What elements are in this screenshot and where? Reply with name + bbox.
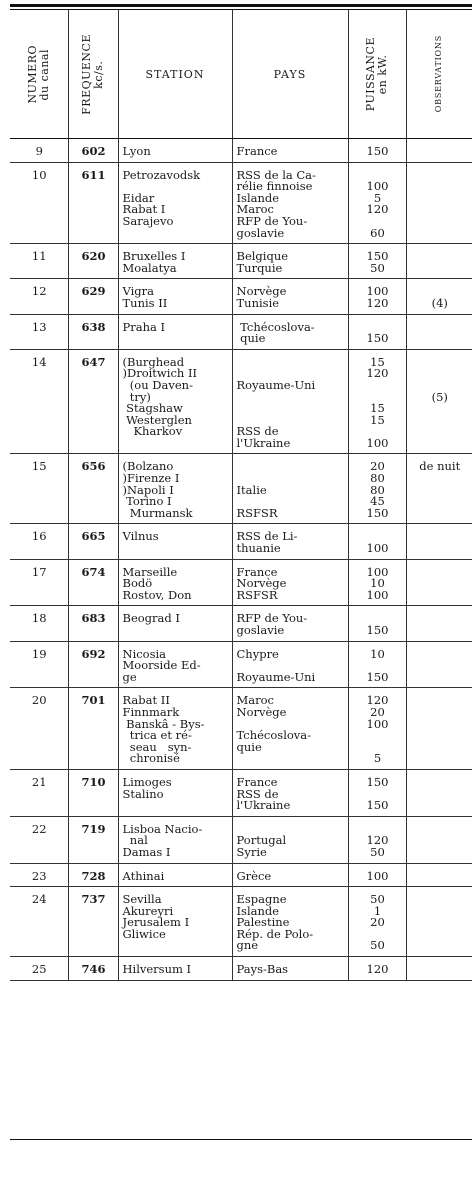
frequency-cell [68,863,118,887]
observations-cell-text [407,139,473,150]
channel-number-cell-text: 14 [31,354,47,369]
channel-number-cell [10,279,68,314]
observations-cell-text [407,957,473,968]
frequency-cell-text: 719 [81,821,106,836]
table-row [10,524,472,559]
frequency-cell [68,688,118,770]
observations-cell-text [407,560,473,571]
table-row [10,863,472,887]
station-cell [118,454,232,524]
station-cell-text: Lisboa Nacio- nal Damas I [122,821,203,859]
power-cell [348,454,406,524]
observations-cell-text: (5) [431,389,448,404]
power-cell-text: 100 [366,868,389,883]
country-cell-text: Espagne Islande Palestine Rép. de Polo- gne [236,892,314,953]
channel-number-cell-text: 17 [31,564,47,579]
observations-cell-text [407,163,473,174]
table-row [10,454,472,524]
station-cell-text: (Burghead )Droitwich II (ou Daven- try) Stagshaw Westerglen Kharkov [122,354,198,439]
power-cell [348,314,406,349]
observations-cell [406,244,472,279]
station-cell-text: Lyon [122,144,151,158]
power-cell [348,244,406,279]
observations-cell [406,641,472,688]
power-cell [348,524,406,559]
observations-cell-text [407,315,473,326]
observations-cell-text [407,864,473,875]
country-cell [232,641,348,688]
country-cell [232,162,348,244]
channel-number-cell [10,606,68,641]
header-frequency-label: FREQUENCE kc/s. [80,33,105,115]
station-cell [118,559,232,606]
power-cell-text: 150 150 [366,774,389,813]
observations-cell [406,162,472,244]
header-power [348,10,406,139]
channel-number-cell [10,349,68,454]
observations-cell-text [407,688,473,699]
channel-number-cell-text: 19 [31,646,47,661]
channel-number-cell-text: 13 [31,319,47,334]
table-row [10,244,472,279]
country-cell [232,349,348,454]
station-cell-text: Hilversum I [122,962,192,977]
country-cell [232,524,348,559]
power-cell [348,139,406,163]
header-station [118,10,232,139]
channel-number-cell-text: 23 [31,868,47,883]
observations-cell [406,314,472,349]
frequency-cell-text: 602 [81,144,106,158]
frequency-cell-text: 692 [81,646,106,661]
station-cell [118,863,232,887]
observations-cell-text [407,606,473,617]
power-cell [348,349,406,454]
station-cell [118,162,232,244]
channel-number-cell-text: 16 [31,529,47,544]
station-cell-text: Petrozavodsk Eidar Rabat I Sarajevo [122,167,201,228]
channel-number-cell-text: 20 [31,693,47,708]
station-cell [118,688,232,770]
header-station-label: STATION [145,67,205,81]
power-cell-text: 100 5 120 60 [366,179,389,240]
frequency-cell [68,887,118,957]
channel-number-cell [10,688,68,770]
power-cell-text: 20 80 80 45 150 [366,459,389,520]
country-cell-text: Belgique Turquie [236,249,289,275]
power-cell [348,688,406,770]
country-cell-text: France RSS de l'Ukraine [236,774,291,813]
observations-cell [406,454,472,524]
station-cell-text: Rabat II Finnmark Banskâ - Bys- trica et ré- seau syn- chronisé [122,693,205,766]
power-cell [348,641,406,688]
observations-cell-text [407,642,473,653]
station-cell [118,887,232,957]
observations-cell-text [407,244,473,255]
station-cell-text: Sevilla Akureyri Jerusalem I Gliwice [122,892,190,941]
table-row [10,641,472,688]
power-cell-text: 50 1 20 50 [370,892,385,953]
observations-cell [406,887,472,957]
power-cell-text: 150 [366,623,389,637]
station-cell [118,606,232,641]
observations-cell-text [407,887,473,898]
station-cell [118,957,232,981]
country-cell [232,139,348,163]
table-row [10,559,472,606]
power-cell-text: 100 [366,541,389,556]
country-cell [232,688,348,770]
frequency-cell [68,641,118,688]
channel-number-cell-text: 21 [31,774,47,789]
power-cell-text: 150 [366,331,389,346]
frequency-allocation-table [10,10,472,981]
channel-number-cell [10,162,68,244]
table-row [10,162,472,244]
power-cell [348,162,406,244]
country-cell-text: Grèce [236,868,272,883]
table-row [10,606,472,641]
country-cell-text: Chypre Royaume-Uni [236,646,316,684]
station-cell [118,279,232,314]
channel-number-cell [10,139,68,163]
channel-number-cell-text: 10 [31,167,47,182]
observations-cell-text [407,770,473,781]
country-cell-text: Maroc Norvège Tchécoslova- quie [236,693,312,754]
station-cell-text: Athinai [122,868,165,883]
table-body [10,139,472,981]
country-cell [232,606,348,641]
observations-cell-text [407,524,473,535]
frequency-cell [68,816,118,863]
station-cell-text: Bruxelles I Moalatya [122,249,186,275]
channel-number-cell-text: 9 [35,144,43,158]
frequency-cell [68,957,118,981]
channel-number-cell [10,314,68,349]
station-cell-text: Praha I [122,319,166,334]
frequency-cell [68,769,118,816]
channel-number-cell-text: 12 [31,284,47,299]
country-cell [232,314,348,349]
power-cell-text: 120 20 100 5 [366,693,389,766]
frequency-cell [68,524,118,559]
country-cell [232,863,348,887]
power-cell-text: 100 10 100 [366,564,389,602]
header-row [10,10,472,139]
station-cell [118,524,232,559]
frequency-cell-text: 611 [81,167,106,182]
power-cell-text: 120 50 [366,833,389,859]
frequency-cell-text: 656 [81,459,106,474]
power-cell [348,606,406,641]
observations-cell [406,349,472,454]
power-cell-text: 150 [366,144,389,158]
observations-cell [406,559,472,606]
power-cell [348,816,406,863]
observations-cell-text: de nuit [419,459,461,474]
station-cell-text: Limoges Stalino [122,774,172,801]
channel-number-cell [10,957,68,981]
header-canal [10,10,68,139]
country-cell-text: Italie RSFSR [236,482,278,520]
channel-number-cell [10,454,68,524]
table-row [10,887,472,957]
frequency-cell [68,139,118,163]
frequency-cell-text: 665 [81,529,106,544]
frequency-cell [68,559,118,606]
frequency-cell-text: 737 [81,892,106,907]
table-row [10,139,472,163]
channel-number-cell [10,769,68,816]
power-cell [348,887,406,957]
country-cell-text: RSS de Li- thuanie [236,529,298,556]
power-cell-text: 120 [366,962,389,977]
station-cell-text: Beograd I [122,611,180,626]
frequency-cell-text: 683 [81,611,106,626]
frequency-cell [68,349,118,454]
header-canal-label: NUMERO du canal [25,44,51,104]
station-cell-text: Vigra Tunis II [122,284,168,310]
channel-number-cell-text: 11 [31,249,47,264]
observations-cell [406,863,472,887]
frequency-cell-text: 728 [81,868,106,883]
table-row [10,688,472,770]
station-cell [118,769,232,816]
channel-number-cell [10,244,68,279]
country-cell-text: RFP de You- goslavie [236,611,308,637]
country-cell-text: France [236,144,278,158]
channel-number-cell-text: 22 [31,821,47,836]
power-cell-text: 10 150 [366,646,389,684]
channel-number-cell [10,816,68,863]
power-cell [348,863,406,887]
station-cell [118,244,232,279]
country-cell-text: France Norvège RSFSR [236,564,287,602]
observations-cell-text: (4) [431,295,448,310]
country-cell [232,816,348,863]
station-cell [118,139,232,163]
country-cell [232,279,348,314]
channel-number-cell-text: 15 [31,459,47,474]
channel-number-cell [10,863,68,887]
bottom-rule [10,1139,472,1140]
observations-cell [406,688,472,770]
table-row [10,816,472,863]
power-cell-text: 150 50 [366,249,389,275]
station-cell-text: (Bolzano )Firenze I )Napoli I Torino I Murmansk [122,459,193,520]
frequency-cell [68,244,118,279]
station-cell-text: Marseille Bodö Rostov, Don [122,564,192,602]
country-cell [232,559,348,606]
power-cell [348,769,406,816]
country-cell [232,769,348,816]
power-cell-text: 100 120 [366,284,389,310]
observations-cell [406,816,472,863]
frequency-cell-text: 710 [81,774,106,789]
country-cell-text: Royaume-Uni RSS de l'Ukraine [236,377,316,450]
header-observations [406,10,472,139]
frequency-cell-text: 629 [81,284,106,299]
station-cell-text: Vilnus [122,529,159,544]
power-cell [348,957,406,981]
table-row [10,349,472,454]
country-cell [232,244,348,279]
observations-cell [406,606,472,641]
table-row [10,769,472,816]
country-cell [232,887,348,957]
table-row [10,314,472,349]
country-cell-text: Pays-Bas [236,962,289,977]
frequency-cell-text: 647 [81,354,106,369]
observations-cell [406,769,472,816]
header-power-label: PUISSANCE en kW. [364,36,389,112]
channel-number-cell-text: 24 [31,892,47,907]
header-frequency [68,10,118,139]
table-row [10,957,472,981]
power-cell [348,559,406,606]
observations-cell [406,957,472,981]
country-cell-text: Norvège Tunisie [236,284,287,310]
channel-number-cell [10,559,68,606]
header-country-label: PAYS [273,67,307,81]
country-cell [232,957,348,981]
station-cell [118,349,232,454]
channel-number-cell-text: 18 [31,611,47,626]
channel-number-cell [10,641,68,688]
power-cell [348,279,406,314]
observations-cell [406,524,472,559]
header-observations-label: OBSERVATIONS [434,35,444,113]
channel-number-cell [10,887,68,957]
country-cell [232,454,348,524]
frequency-cell [68,162,118,244]
observations-cell-text [407,817,473,828]
channel-number-cell [10,524,68,559]
header-country [232,10,348,139]
power-cell-text: 15 120 15 15 100 [366,354,389,450]
frequency-cell-text: 620 [81,249,106,264]
country-cell-text: Portugal Syrie [236,833,287,859]
frequency-cell-text: 701 [81,693,106,708]
station-cell [118,641,232,688]
frequency-cell-text: 746 [81,962,106,977]
table-row [10,279,472,314]
frequency-cell [68,314,118,349]
station-cell-text: Nicosia Moorside Ed- ge [122,646,201,684]
channel-number-cell-text: 25 [31,962,47,977]
frequency-cell [68,454,118,524]
country-cell-text: RSS de la Ca- rélie finnoise Islande Maroc RFP de You- goslavie [236,167,316,240]
frequency-cell [68,279,118,314]
observations-cell [406,139,472,163]
top-double-rule [10,4,472,7]
station-cell [118,816,232,863]
station-cell [118,314,232,349]
observations-cell [406,279,472,314]
country-cell-text: Tchécoslova- quie [240,319,315,346]
frequency-cell-text: 674 [81,564,106,579]
frequency-cell [68,606,118,641]
frequency-cell-text: 638 [81,319,106,334]
